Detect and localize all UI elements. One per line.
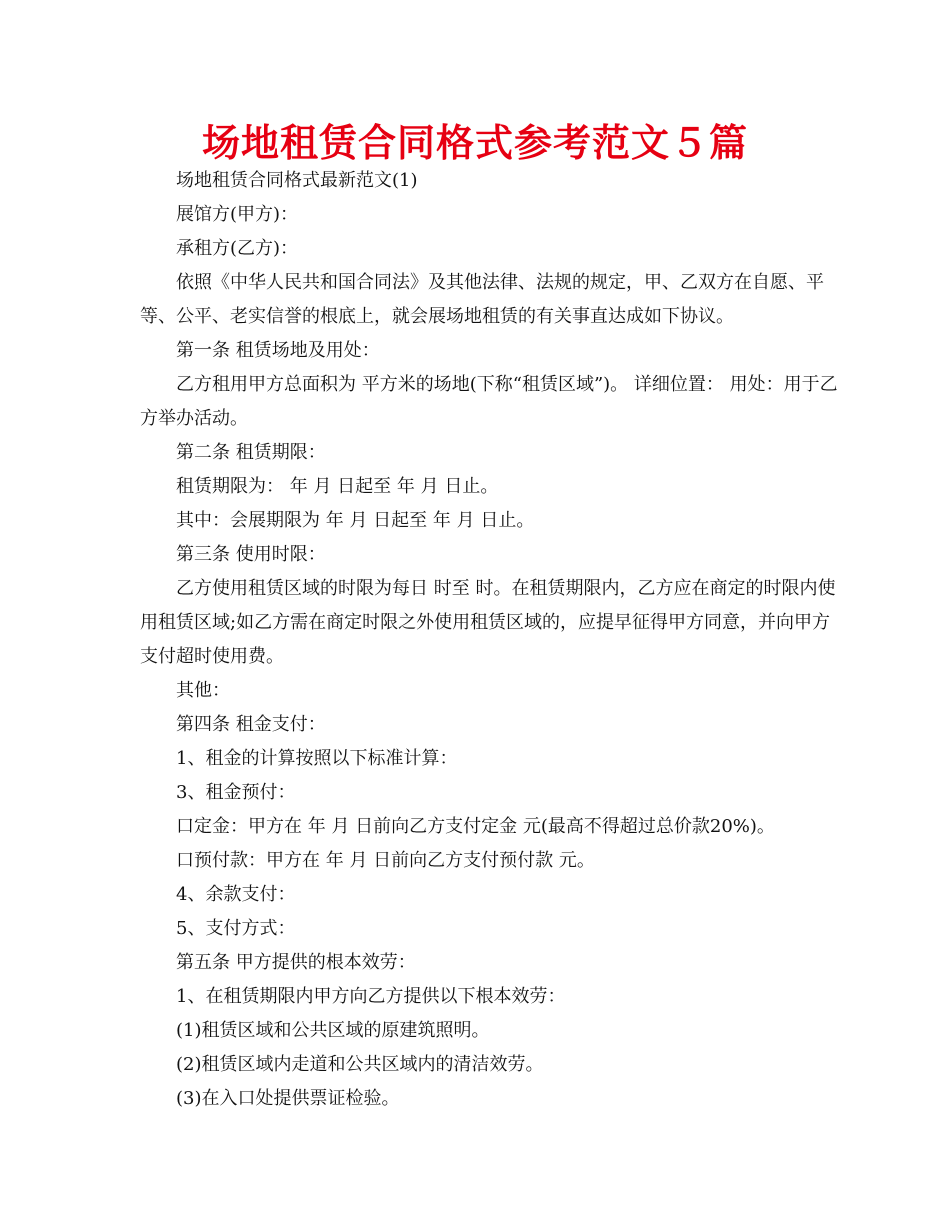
paragraph: 租赁期限为： 年 月 日起至 年 月 日止。	[176, 476, 499, 497]
paragraph: 口定金：甲方在 年 月 日前向乙方支付定金 元(最高不得超过总价款20%)。	[176, 816, 775, 837]
paragraph: 口预付款：甲方在 年 月 日前向乙方支付预付款 元。	[176, 850, 595, 871]
paragraph: 3、租金预付：	[176, 782, 296, 803]
paragraph: 第一条 租赁场地及用处：	[176, 340, 380, 361]
paragraph: 展馆方(甲方)：	[176, 204, 299, 225]
paragraph: 依照《中华人民共和国合同法》及其他法律、法规的规定，甲、乙双方在自愿、平等、公平、老实信誉的根底上，就会展场地租赁的有关事直达成如下协议。	[140, 272, 824, 327]
paragraph: 第二条 租赁期限：	[176, 442, 326, 463]
paragraph: 第三条 使用时限：	[176, 544, 326, 565]
paragraph: 5、支付方式：	[176, 918, 296, 939]
paragraph: 4、余款支付：	[176, 884, 296, 905]
document-title: 场地租赁合同格式参考范文５篇	[201, 121, 748, 165]
paragraph: (2)租赁区域内走道和公共区域内的清洁效劳。	[176, 1054, 544, 1075]
paragraph: (3)在入口处提供票证检验。	[176, 1088, 400, 1109]
paragraph: (1)租赁区域和公共区域的原建筑照明。	[176, 1020, 490, 1041]
paragraph: 其中：会展期限为 年 月 日起至 年 月 日止。	[176, 510, 535, 531]
paragraph: 承租方(乙方)：	[176, 238, 299, 259]
paragraph: 乙方使用租赁区域的时限为每日 时至 时。在租赁期限内，乙方应在商定的时限内使用租赁区域;如乙方需在商定时限之外使用租赁区域的，应提早征得甲方同意，并向甲方支付超时使用费。	[140, 578, 836, 667]
paragraph: 1、租金的计算按照以下标准计算：	[176, 748, 458, 769]
document-body	[140, 164, 840, 1116]
paragraph: 1、在租赁期限内甲方向乙方提供以下根本效劳：	[176, 986, 566, 1007]
paragraph: 乙方租用甲方总面积为 平方米的场地(下称“租赁区域”)。 详细位置： 用处：用于乙方举办活动。	[140, 374, 838, 429]
paragraph: 第五条 甲方提供的根本效劳：	[176, 952, 416, 973]
paragraph: 第四条 租金支付：	[176, 714, 326, 735]
paragraph: 其他：	[176, 680, 230, 701]
paragraph: 场地租赁合同格式最新范文(1)	[176, 170, 418, 191]
